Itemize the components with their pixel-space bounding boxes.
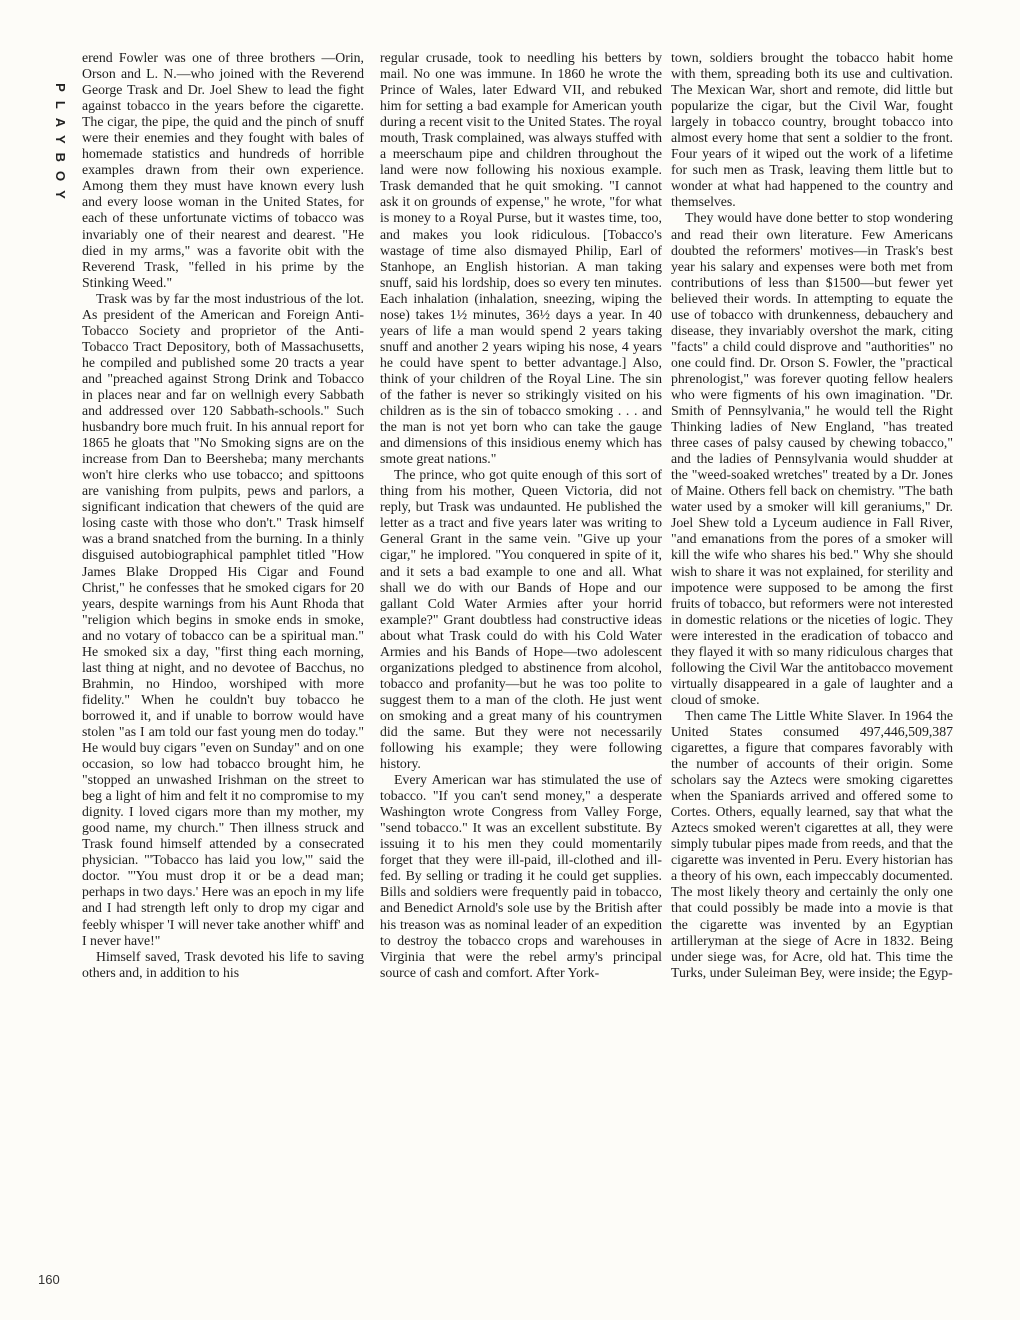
article-column-3 xyxy=(671,50,953,1302)
paragraph: Then came The Little White Slaver. In 1964 the United States consumed 497,446,509,387 cigarettes, a figure that compares favorably with the number of accounts of their origin. Some scholars say the Aztecs were smoking cigarettes when the Spaniards arrived and offered some to Cortes. Others, equally learned, say that what the Aztecs smoked weren't cigarettes at all, they were simply tubular pipes made from reeds, and that the cigarette was invented in Peru. Every historian has a theory of his own, each impeccably documented. The most likely theory and certainly the only one that could possibly be made into a movie is that the cigarette was invented by an Egyptian artilleryman at the siege of Acre in 1832. Being under siege was, for Acre, old hat. This time the Turks, under Suleiman Bey, were inside; the Egyp- xyxy=(671,707,953,980)
page-number: 160 xyxy=(38,1272,60,1287)
paragraph: town, soldiers brought the tobacco habit home with them, spreading both its use and cultivation. The Mexican War, short and remote, did little but popularize the cigar, but the Civil War, fought largely in tobacco country, brought tobacco into almost every home that sent a soldier to the front. Four years of it wiped out the work of a lifetime for such men as Trask, leaving them little but to wonder at what had happened to the country and themselves. xyxy=(671,50,953,210)
magazine-name-sidebar xyxy=(50,60,70,230)
paragraph: regular crusade, took to needling his betters by mail. No one was immune. In 1860 he wrote the Prince of Wales, later Edward VII, and rebuked him for setting a bad example for American youth during a recent visit to the United States. The royal mouth, Trask complained, was always stuffed with a meerschaum pipe and children throughout the land were now following his noxious example. Trask demanded that he quit smoking. "I cannot ask it on grounds of expense," he wrote, "for what is money to a Royal Purse, but it wastes time, too, and makes you look ridiculous. [Tobacco's wastage of time also dismayed Philip, Earl of Stanhope, an English historian. A man taking snuff, said his lordship, does so every ten minutes. Each inhalation (inhalation, sneezing, wiping the nose) takes 1½ minutes, 36½ days a year. In 40 years of life a man would spend 2 years taking snuff and another 2 years wiping his nose, 4 years he could have spent to better advantage.] Also, think of your children of the Royal Line. The sin of the father is never so strikingly visited on his children as is the sin of tobacco smoking . . . and the man is not yet born who can take the gauge and dimensions of this insidious enemy which has smote great nations." xyxy=(380,50,662,467)
magazine-name: PLAYBOY xyxy=(52,82,68,208)
paragraph: Trask was by far the most industrious of the lot. As president of the American and Foreign Anti-Tobacco Society and proprietor of the Anti-Tobacco Tract Depository, both of Massachusetts, he compiled and published some 20 tracts a year and "preached against Strong Drink and Tobacco in places near and far on wellnigh every Sabbath and addressed over 120 Sabbath-schools." Such husbandry bore much fruit. In his annual report for 1865 he gloats that "No Smoking signs are on the increase from Dan to Beersheba; many merchants won't hire clerks who use tobacco; and spittoons are vanishing from pulpits, pews and parlors, a significant indication that chewers of the quid are losing caste with those who don't." Trask himself was a brand snatched from the burning. In a thinly disguised autobiographical pamphlet titled "How James Blake Dropped His Cigar and Found Christ," he confesses that he smoked cigars for 20 years, despite warnings from his Aunt Rhoda that "religion which begins in smoke ends in smoke, and no votary of tobacco can be a spiritual man." He smoked six a day, "first thing each morning, last thing at night, and no devotee of Bacchus, no Brahmin, no Hindoo, worshiped with more fidelity." When he couldn't buy tobacco he borrowed it, and if unable to borrow would have stolen "as I am told our fast young men do today." He would buy cigars "even on Sunday" and on one occasion, so low had tobacco brought him, he "stopped an unwashed Irishman on the street to beg a light of him and felt it no compromise to my dignity. I loved cigars more than my mother, my good name, my church." Then illness struck and Trask found himself attended by a consecrated physician. "'Tobacco has laid you low,'" said the doctor. "'You must drop it or be a dead man; perhaps in two days.' Here was an epoch in my life and I had strength left only to drop my cigar and feebly whisper 'I will never take another whiff' and I never have!" xyxy=(82,290,364,948)
paragraph: Himself saved, Trask devoted his life to saving others and, in addition to his xyxy=(82,948,364,980)
article-column-1 xyxy=(82,50,364,1302)
paragraph: The prince, who got quite enough of this sort of thing from his mother, Queen Victoria, did not reply, but Trask was undaunted. He published the letter as a tract and five years later was writing to General Grant in the same vein. "Give up your cigar," he implored. "You conquered in spite of it, and it sets a bad example to one and all. What shall we do with our Bands of Hope and our gallant Cold Water Armies after your horrid example?" Grant doubtless had constructive ideas about what Trask could do with his Cold Water Armies and his Bands of Hope—two adolescent organizations pledged to abstinence from alcohol, tobacco and profanity—but he was too polite to suggest them to a man of the cloth. He just went on smoking and a great many of his countrymen did the same. But they were not necessarily following his example; they were following history. xyxy=(380,467,662,772)
article-column-2 xyxy=(380,50,662,1302)
paragraph: They would have done better to stop wondering and read their own literature. Few Americans doubted the reformers' motives—in Trask's best year his salary and expenses were both met from contributions of less than $1500—but fewer yet believed their words. In attempting to equate the use of tobacco with drunkenness, debauchery and disease, they invariably overshot the mark, citing "facts" a child could disprove and "authorities" no one could find. Dr. Orson S. Fowler, the "practical phrenologist," was forever quoting fellow healers who were figments of his own imagination. "Dr. Smith of Pennsylvania," he would tell the Right Thinking ladies of New England, "has treated three cases of palsy caused by chewing tobacco," and the ladies of Pennsylvania would shudder at the "weed-soaked wretches" treated by a Dr. Jones of Maine. Others fell back on chemistry. "The bath water used by a smoker will kill geraniums," Dr. Joel Shew told a Lyceum audience in Fall River, "and emanations from the pores of a smoker will kill the wife who shares his bed." Why she should wish to share it was not explained, for sterility and impotence were supposed to be among the first fruits of tobacco, but reformers were not interested in domestic relations or the niceties of logic. They were interested in the eradication of tobacco and they flayed it with so many ridiculous charges that following the Civil War the antitobacco movement virtually disappeared in a gale of laughter and a cloud of smoke. xyxy=(671,210,953,707)
paragraph: Every American war has stimulated the use of tobacco. "If you can't send money," a desperate Washington wrote Congress from Valley Forge, "send tobacco." It was an excellent substitute. By issuing it to his men they could momentarily forget that they were ill-paid, ill-clothed and ill-fed. By selling or trading it he could get supplies. Bills and soldiers were frequently paid in tobacco, and Benedict Arnold's sole use by the British after his treason was as nominal leader of an expedition to destroy the tobacco crops and warehouses in Virginia that were the rebel army's principal source of cash and comfort. After York- xyxy=(380,772,662,980)
paragraph: erend Fowler was one of three brothers —Orin, Orson and L. N.—who joined with the Reverend George Trask and Dr. Joel Shew to lead the fight against tobacco in the years before the cigarette. The cigar, the pipe, the quid and the pinch of snuff were their enemies and they fought with bales of homemade statistics and hundreds of horrible examples drawn from their own experience. Among them they must have known every lush and every loose woman in the United States, for each of these unfortunate victims of tobacco was invariably one of their nearest and dearest. "He died in my arms," was a favorite obit with the Reverend Trask, "felled in his prime by the Stinking Weed." xyxy=(82,50,364,290)
